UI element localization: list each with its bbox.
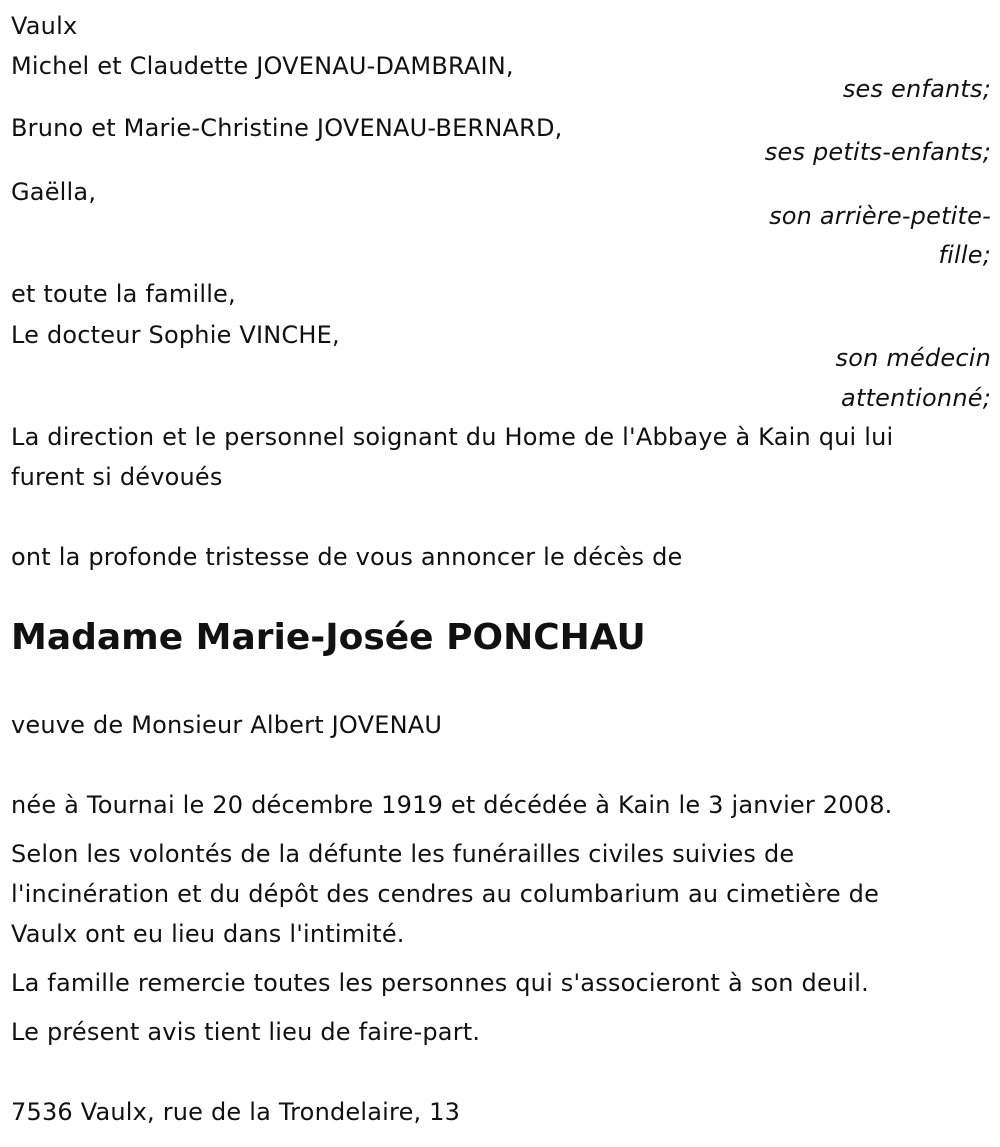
staff-line-2: furent si dévoués: [11, 463, 223, 491]
funeral-line-1: Selon les volontés de la défunte les funérailles civiles suivies de: [11, 840, 795, 868]
notice-text: Le présent avis tient lieu de faire-part.: [11, 1018, 481, 1046]
family-great-granddaughter-role-line2: fille;: [938, 241, 991, 269]
family-great-granddaughter-role-line1: son arrière-petite-: [769, 202, 991, 230]
funeral-line-3: Vaulx ont eu lieu dans l'intimité.: [11, 920, 405, 948]
address-text: 7536 Vaulx, rue de la Trondelaire, 13: [11, 1098, 461, 1126]
doctor-role-line1: son médecin: [835, 344, 991, 372]
thanks-text: La famille remercie toutes les personnes qui s'associeront à son deuil.: [11, 969, 869, 997]
staff-line-1: La direction et le personnel soignant du Home de l'Abbaye à Kain qui lui: [11, 423, 894, 451]
family-grandchildren-role: ses petits-enfants;: [764, 138, 991, 166]
family-children-names: Michel et Claudette JOVENAU-DAMBRAIN,: [11, 52, 514, 80]
family-children-role: ses enfants;: [842, 75, 991, 103]
birth-death-text: née à Tournai le 20 décembre 1919 et décédée à Kain le 3 janvier 2008.: [11, 791, 893, 819]
family-great-granddaughter-names: Gaëlla,: [11, 178, 97, 206]
deceased-name: Madame Marie-Josée PONCHAU: [11, 617, 646, 658]
family-grandchildren-names: Bruno et Marie-Christine JOVENAU-BERNARD,: [11, 114, 563, 142]
funeral-line-2: l'incinération et du dépôt des cendres au columbarium au cimetière de: [11, 880, 880, 908]
doctor-role-line2: attentionné;: [841, 384, 991, 412]
announcement-text: ont la profonde tristesse de vous annoncer le décès de: [11, 543, 683, 571]
family-extended: et toute la famille,: [11, 280, 236, 308]
widow-of-text: veuve de Monsieur Albert JOVENAU: [11, 711, 443, 739]
place-heading: Vaulx: [11, 12, 78, 40]
obituary-notice: [11, 0, 991, 1147]
doctor-name: Le docteur Sophie VINCHE,: [11, 321, 340, 349]
